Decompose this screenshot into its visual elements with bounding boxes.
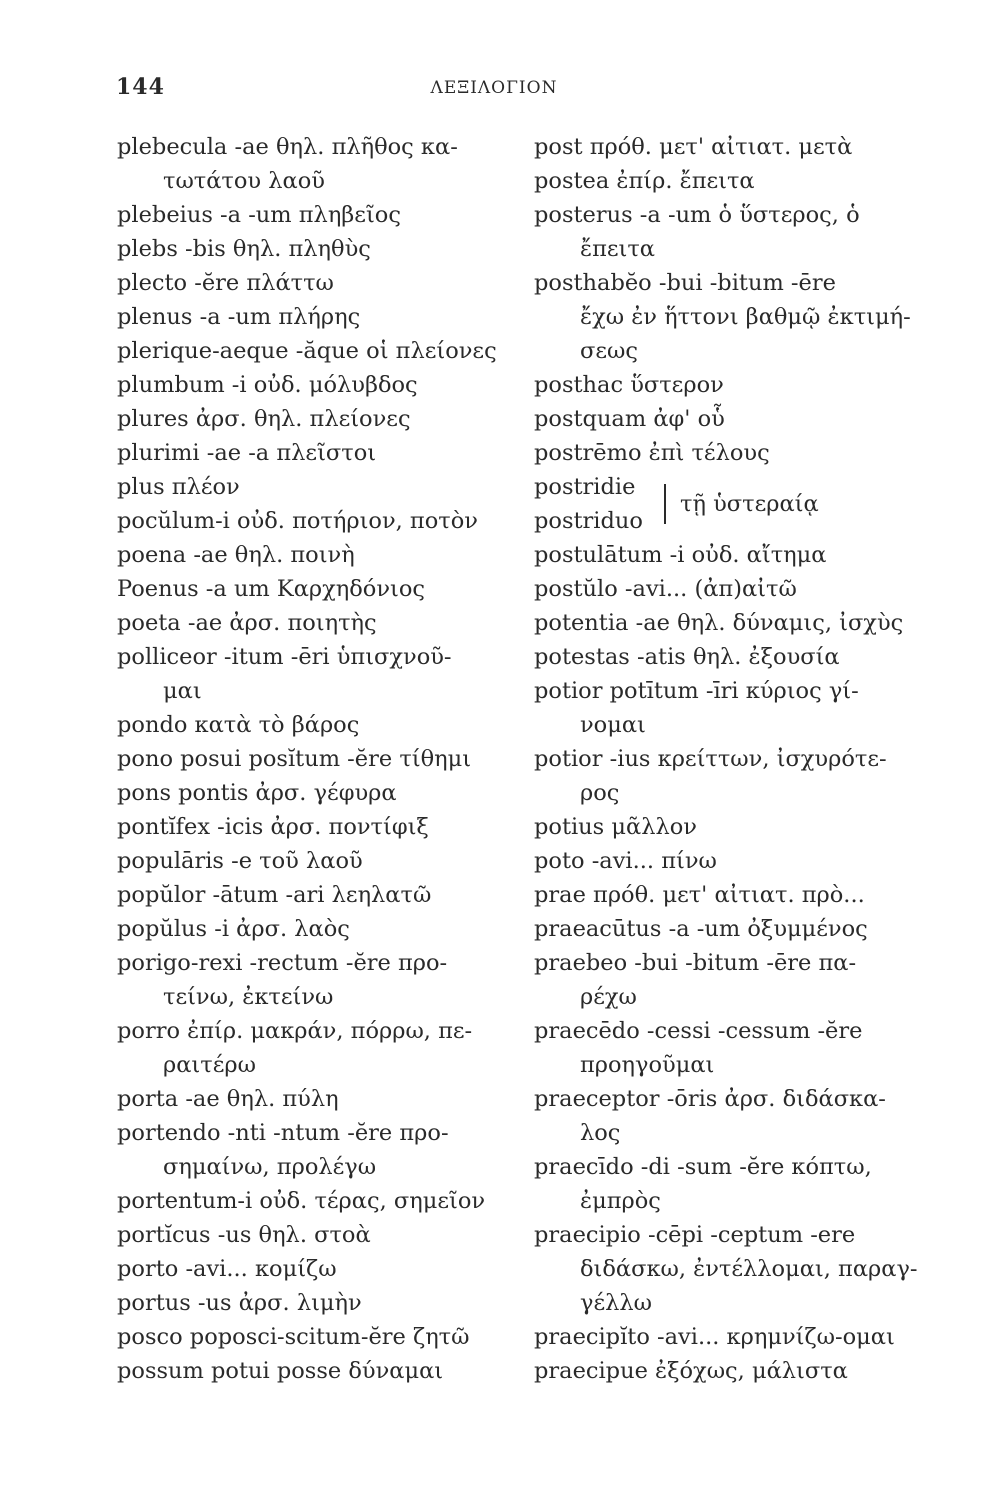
entry-line: pocŭlum-i οὐδ. ποτήριον, ποτὸν (117, 508, 478, 534)
brace-entry-first: postridie (534, 474, 636, 500)
entry-line: Poenus -a um Καρχηδόνιος (117, 576, 426, 602)
entry-line: populāris -e τοῦ λαοῦ (117, 848, 363, 874)
entry-line: προηγοῦμαι (580, 1052, 715, 1078)
entry-line: possum potui posse δύναμαι (117, 1358, 444, 1384)
entry-line: potior potītum -īri κύριος γί- (534, 678, 859, 704)
entry-line: γέλλω (580, 1290, 652, 1316)
entry-line: poena -ae θηλ. ποινὴ (117, 542, 355, 568)
entry-line: σημαίνω, προλέγω (163, 1154, 377, 1180)
entry-line: pondo κατὰ τὸ βάρος (117, 712, 360, 738)
entry-line: pontĭfex -icis ἀρσ. ποντίφιξ (117, 814, 429, 840)
entry-line: postquam ἀφ' οὗ (534, 406, 725, 432)
entry-line: popŭlor -ātum -ari λεηλατῶ (117, 882, 432, 908)
entry-line: potestas -atis θηλ. ἐξουσία (534, 644, 840, 670)
entry-line: posterus -a -um ὁ ὕστερος, ὁ (534, 202, 860, 228)
entry-line: praecīdo -di -sum -ĕre κόπτω, (534, 1154, 872, 1180)
entry-line: νομαι (580, 712, 646, 738)
entry-line: poeta -ae ἀρσ. ποιητὴς (117, 610, 377, 636)
entry-line: διδάσκω, ἐντέλλομαι, παραγ- (580, 1256, 918, 1282)
entry-line: ἐμπρὸς (580, 1188, 661, 1214)
entry-line: plebeius -a -um πληβεῖος (117, 202, 401, 228)
entry-line: post πρόθ. μετ' αἰτιατ. μετὰ (534, 134, 853, 160)
entry-line: plebs -bis θηλ. πληθὺς (117, 236, 371, 262)
entry-line: porigo-rexi -rectum -ĕre προ- (117, 950, 448, 976)
entry-line: posco poposci-scitum-ĕre ζητῶ (117, 1324, 470, 1350)
entry-line: ραιτέρω (163, 1052, 256, 1078)
entry-line: ρέχω (580, 984, 637, 1010)
entry-line: porro ἐπίρ. μακράν, πόρρω, πε- (117, 1018, 473, 1044)
entry-line: plures ἀρσ. θηλ. πλείονες (117, 406, 411, 432)
entry-line: plecto -ĕre πλάττω (117, 270, 334, 296)
entry-line: plenus -a -um πλήρης (117, 304, 361, 330)
entry-line: praecipue ἐξόχως, μάλιστα (534, 1358, 848, 1384)
entry-line: plerique-aeque -ăque οἱ πλείονες (117, 338, 497, 364)
entry-line: porta -ae θηλ. πύλη (117, 1086, 339, 1112)
entry-line: plus πλέον (117, 474, 240, 500)
entry-line: prae πρόθ. μετ' αἰτιατ. πρὸ... (534, 882, 865, 908)
entry-line: portentum-i οὐδ. τέρας, σημεῖον (117, 1188, 486, 1214)
brace-entry-definition: τῇ ὑστεραίᾳ (680, 491, 819, 517)
brace-mark (664, 484, 668, 524)
entry-line: porto -avi... κομίζω (117, 1256, 337, 1282)
entry-line: plumbum -i οὐδ. μόλυβδος (117, 372, 418, 398)
entry-line: postŭlo -avi... (ἀπ)αἰτῶ (534, 576, 797, 602)
entry-line: ἔχω ἐν ἥττονι βαθμῷ ἐκτιμή- (580, 304, 911, 330)
entry-line: pono posui posĭtum -ĕre τίθημι (117, 746, 472, 772)
left-column (117, 130, 517, 1388)
entry-line: praebeo -bui -bitum -ēre πα- (534, 950, 857, 976)
brace-entry (534, 470, 944, 538)
entry-line: polliceor -itum -ēri ὑπισχνοῦ- (117, 644, 452, 670)
entry-line: potior -ius κρείττων, ἰσχυρότε- (534, 746, 887, 772)
entry-line: praecipĭto -avi... κρημνίζω-ομαι (534, 1324, 895, 1350)
entry-line: ἔπειτα (580, 236, 655, 262)
entry-line: postulātum -i οὐδ. αἴτημα (534, 542, 827, 568)
entry-line: posthac ὕστερον (534, 372, 724, 398)
right-column (534, 130, 944, 1388)
running-head: ΛΕΞΙΛΟΓΙΟΝ (430, 78, 558, 98)
entry-line: τείνω, ἐκτείνω (163, 984, 334, 1010)
entry-line: σεως (580, 338, 638, 364)
entry-line: pons pontis ἀρσ. γέφυρα (117, 780, 397, 806)
entry-line: τωτάτου λαοῦ (163, 168, 325, 194)
entry-line: poto -avi... πίνω (534, 848, 717, 874)
entry-line: plebecula -ae θηλ. πλῆθος κα- (117, 134, 458, 160)
entry-line: praecēdo -cessi -cessum -ĕre (534, 1018, 863, 1044)
entry-line: potius μᾶλλον (534, 814, 697, 840)
page-number: 144 (116, 74, 165, 100)
entry-line: praeceptor -ōris ἀρσ. διδάσκα- (534, 1086, 886, 1112)
entry-line: potentia -ae θηλ. δύναμις, ἰσχὺς (534, 610, 904, 636)
entry-line: popŭlus -i ἀρσ. λαὸς (117, 916, 350, 942)
entry-line: praecipio -cēpi -ceptum -ere (534, 1222, 856, 1248)
entry-line: postrēmo ἐπὶ τέλους (534, 440, 770, 466)
entry-line: μαι (163, 678, 202, 704)
entry-line: praeacūtus -a -um ὀξυμμένος (534, 916, 868, 942)
entry-line: portendo -nti -ntum -ĕre προ- (117, 1120, 449, 1146)
page-header (0, 72, 988, 106)
brace-entry-second: postriduo (534, 508, 643, 534)
entry-line: portĭcus -us θηλ. στοὰ (117, 1222, 371, 1248)
entry-line: λος (580, 1120, 621, 1146)
entry-line: ρος (580, 780, 620, 806)
entry-line: plurimi -ae -a πλεῖστοι (117, 440, 377, 466)
entry-line: posthabĕo -bui -bitum -ēre (534, 270, 836, 296)
entry-line: postea ἐπίρ. ἔπειτα (534, 168, 755, 194)
entry-line: portus -us ἀρσ. λιμὴν (117, 1290, 362, 1316)
